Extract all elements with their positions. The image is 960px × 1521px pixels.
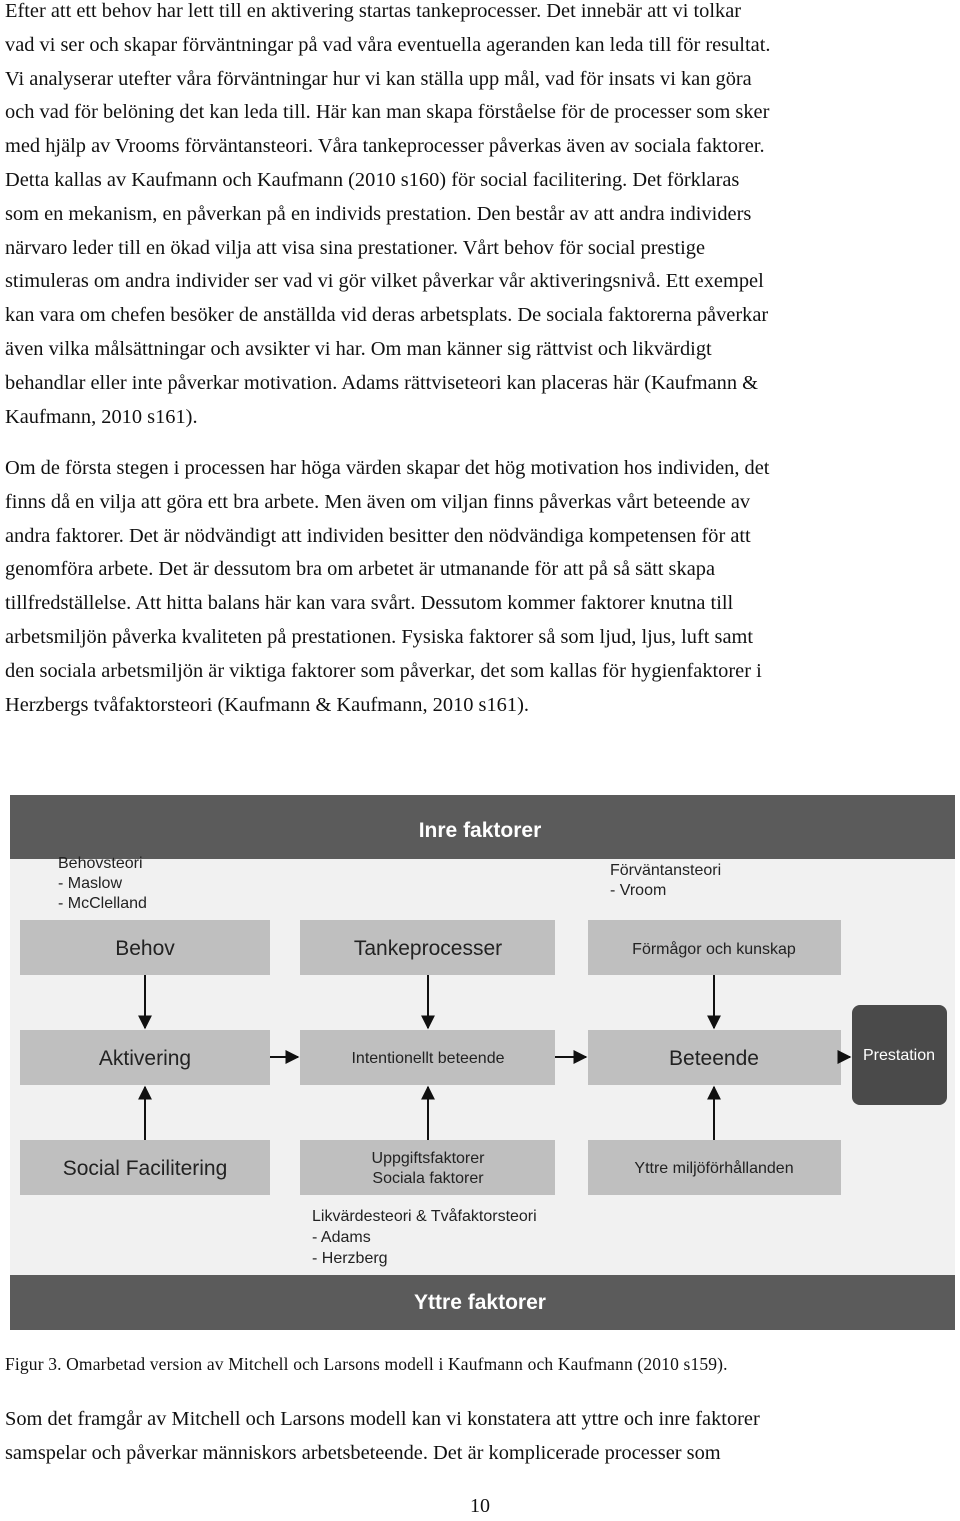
paragraph-2 bbox=[5, 452, 957, 722]
text-line: tillfredställelse. Att hitta balans här kan vara svårt. Dessutom kommer faktorer knutna till bbox=[5, 592, 734, 615]
note-line: - Maslow bbox=[58, 875, 123, 892]
text-line: samspelar och påverkar människors arbetsbeteende. Det är komplicerade processer som bbox=[5, 1441, 721, 1464]
bottom-banner-label: Yttre faktorer bbox=[414, 1291, 546, 1314]
box-intentionellt-beteende-label: Intentionellt beteende bbox=[351, 1050, 505, 1067]
box-formagor-label: Förmågor och kunskap bbox=[632, 941, 796, 958]
text-line: Som det framgår av Mitchell och Larsons modell kan vi konstatera att yttre och inre faktorer bbox=[5, 1408, 760, 1430]
text-line: stimuleras om andra individer ser vad vi gör vilket påverkar vår aktiveringsnivå. Ett exempel bbox=[5, 270, 764, 293]
text-line: arbetsmiljön påverka kvaliteten på prestationen. Fysiska faktorer så som ljud, ljus, luft samt bbox=[5, 625, 754, 648]
box-uppgiftsfaktorer-line1: Uppgiftsfaktorer bbox=[371, 1150, 485, 1167]
text-line: Efter att ett behov har lett till en aktivering startas tankeprocesser. Det innebär att vi tolkar bbox=[5, 0, 742, 22]
note-line: - Adams bbox=[312, 1229, 371, 1246]
box-prestation-label: Prestation bbox=[862, 1047, 936, 1064]
box-behov-label: Behov bbox=[115, 937, 175, 960]
text-line: kan vara om chefen besöker de anställda vid deras arbetsplats. De sociala faktorerna påverkar bbox=[5, 304, 769, 327]
text-line: genomföra arbete. Det är dessutom bra om arbetet är utmanande för att på så sätt skapa bbox=[5, 558, 715, 581]
box-beteende-label: Beteende bbox=[669, 1047, 759, 1070]
box-aktivering-label: Aktivering bbox=[98, 1047, 192, 1070]
text-line: och vad för belöning det kan leda till. Här kan man skapa förståelse för de processer som sker bbox=[5, 101, 770, 124]
text-line: Herzbergs tvåfaktorsteori (Kaufmann & Kaufmann, 2010 s161). bbox=[5, 693, 529, 716]
note-line: - Vroom bbox=[610, 882, 667, 899]
box-uppgiftsfaktorer-line2: Sociala faktorer bbox=[372, 1170, 484, 1187]
box-yttre-miljoforhallanden-label: Yttre miljöförhållanden bbox=[634, 1160, 794, 1177]
top-banner-label: Inre faktorer bbox=[418, 819, 542, 842]
note-line: Likvärdesteori & Tvåfaktorsteori bbox=[312, 1208, 537, 1225]
note-line: - McClelland bbox=[58, 895, 147, 912]
paragraph-3 bbox=[5, 1403, 957, 1471]
text-line: den sociala arbetsmiljön är viktiga faktorer som påverkar, det som kallas för hygienfaktorer i bbox=[5, 659, 762, 682]
page-number: 10 bbox=[470, 1495, 490, 1517]
box-tankeprocesser-label: Tankeprocesser bbox=[353, 937, 503, 960]
motivation-model-diagram bbox=[10, 795, 955, 1330]
note-line: - Herzberg bbox=[312, 1250, 388, 1267]
text-line: närvaro leder till en ökad vilja att visa sina prestationer. Vårt behov för social prestige bbox=[5, 236, 706, 259]
figure-caption: Figur 3. Omarbetad version av Mitchell och Larsons modell i Kaufmann och Kaufmann (2010 s159). bbox=[5, 1354, 728, 1374]
text-line: behandlar eller inte påverkar motivation. Adams rättviseteori kan placeras här (Kaufmann & bbox=[5, 371, 759, 394]
text-line: som en mekanism, en påverkan på en individs prestation. Den består av att andra individers bbox=[5, 202, 752, 225]
text-line: finns då en vilja att göra ett bra arbete. Men även om viljan finns påverkas vårt beteende av bbox=[5, 490, 751, 513]
text-line: Vi analyserar utefter våra förväntningar hur vi kan ställa upp mål, vad för insats vi kan göra bbox=[5, 67, 752, 90]
paragraph-1 bbox=[5, 0, 957, 434]
note-line: Behovsteori bbox=[58, 855, 143, 872]
text-line: Detta kallas av Kaufmann och Kaufmann (2010 s160) för social facilitering. Det förklaras bbox=[5, 168, 740, 191]
text-line: vad vi ser och skapar förväntningar på vad våra eventuella ageranden kan leda till för resultat. bbox=[5, 33, 771, 56]
text-line: Om de första stegen i processen har höga värden skapar det hög motivation hos individen, det bbox=[5, 457, 770, 479]
text-line: även vilka målsättningar och avsikter vi har. Om man känner sig rättvist och likvärdigt bbox=[5, 337, 712, 360]
text-line: andra faktorer. Det är nödvändigt att individen besitter den nödvändiga kompetensen för att bbox=[5, 524, 751, 547]
text-line: Kaufmann, 2010 s161). bbox=[5, 405, 198, 428]
text-line: med hjälp av Vrooms förväntansteori. Våra tankeprocesser påverkas även av sociala faktorer. bbox=[5, 135, 765, 158]
box-social-facilitering-label: Social Facilitering bbox=[62, 1157, 228, 1180]
note-line: Förväntansteori bbox=[610, 862, 722, 879]
